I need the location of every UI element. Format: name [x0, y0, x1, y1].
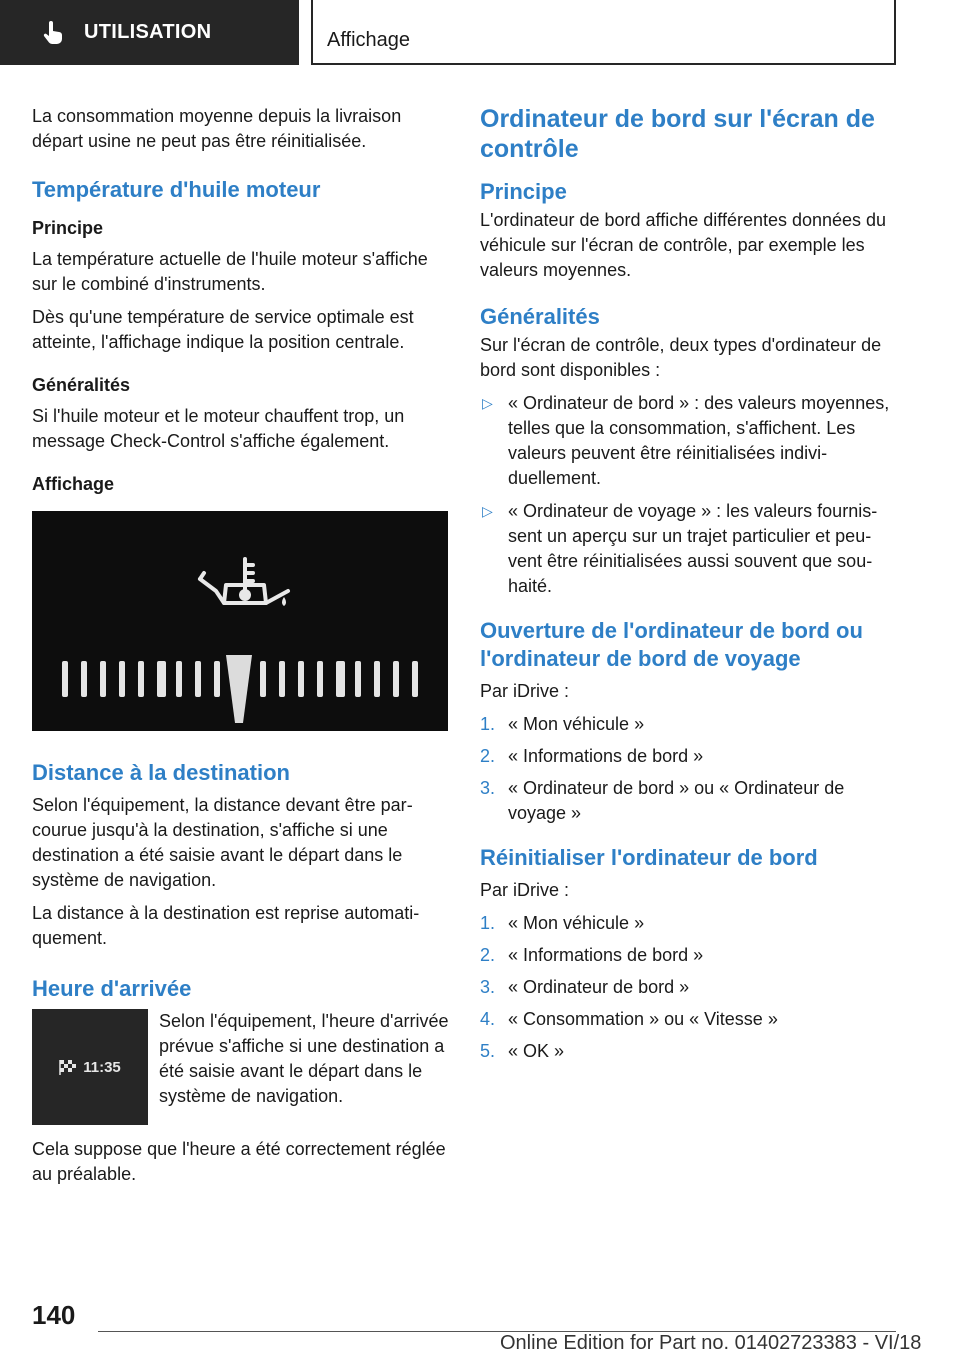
computer-types-list [480, 391, 898, 599]
list-item: 4. « Consommation » ou « Vitesse » [480, 1009, 778, 1029]
gauge-tick [176, 661, 182, 697]
oil-temp-heading: Température d'huile moteur [32, 177, 321, 202]
gauge-tick [138, 661, 144, 697]
list-item: ▷ « Ordinateur de bord » : des valeurs moyennes, telles que la consommation, s'affichent. Les valeurs peuvent être réinitialisées individuellement. [482, 393, 890, 488]
list-item: 2. « Informations de bord » [480, 945, 704, 965]
bullet-triangle-icon: ▷ [482, 503, 493, 519]
list-item: 5. « OK » [480, 1041, 565, 1061]
gauge-tick [355, 661, 361, 697]
open-heading: Ouverture de l'ordinateur de bord ou l'ordinateur de bord de voyage [480, 618, 863, 671]
gauge-tick [214, 661, 220, 697]
oil-temperature-icon [32, 511, 448, 731]
arrival-p1: Selon l'équipement, l'heure d'arrivée prévue s'affiche si une destination a été saisie avant le départ dans le système de navigation. [159, 1011, 449, 1106]
oil-temp-generalites-p: Si l'huile moteur et le moteur chauffent trop, un message Check-Control s'affiche également. [32, 406, 405, 451]
list-item: 2. « Informations de bord » [480, 746, 704, 766]
oil-temp-generalites-heading: Généralités [32, 375, 131, 395]
chapter-header [311, 0, 896, 65]
list-item: ▷ « Ordinateur de voyage » : les valeurs fournissent un aperçu sur un trajet particulier et peuvent être réinitialisées aussi souvent que souhaité. [482, 501, 878, 596]
gauge-tick [279, 661, 285, 697]
gauge-tick [393, 661, 399, 697]
gauge-tick [195, 661, 201, 697]
section-label: UTILISATION [84, 21, 212, 43]
gauge-tick [260, 661, 266, 697]
rc-generalites-p: Sur l'écran de contrôle, deux types d'ordinateur de bord sont disponibles : [480, 335, 882, 380]
list-item: 1. « Mon véhicule » [480, 714, 645, 734]
right-column [480, 104, 898, 1071]
gauge-tick [157, 661, 166, 697]
footer-edition: Online Edition for Part no. 01402723383 - VI/18 [500, 1332, 922, 1354]
oil-temp-principe-p2: Dès qu'une température de service optimale est atteinte, l'affichage indique la position centrale. [32, 307, 414, 352]
gauge-tick [298, 661, 304, 697]
gauge-tick [336, 661, 345, 697]
trip-computer-title: Ordinateur de bord sur l'écran de contrôle [480, 105, 875, 163]
gauge-tick [62, 661, 68, 697]
arrival-heading: Heure d'arrivée [32, 976, 192, 1001]
list-item: 3. « Ordinateur de bord » [480, 977, 690, 997]
gauge-tick [100, 661, 106, 697]
gauge-tick [119, 661, 125, 697]
page-number: 140 [32, 1300, 76, 1330]
gauge-tick [317, 661, 323, 697]
section-tab [0, 0, 299, 65]
reset-steps [480, 911, 898, 1064]
oil-temp-affichage-heading: Affichage [32, 474, 115, 494]
left-column [32, 104, 450, 1195]
arrival-time-image [32, 1009, 148, 1125]
distance-heading: Distance à la destination [32, 760, 290, 785]
arrival-block [32, 1009, 450, 1125]
gauge-tick [374, 661, 380, 697]
oil-temperature-gauge-image [32, 511, 448, 731]
oil-temp-principe-heading: Principe [32, 218, 104, 238]
open-steps [480, 712, 898, 826]
gauge-tick [81, 661, 87, 697]
hand-pointer-icon [40, 20, 66, 46]
list-item: 1. « Mon véhicule » [480, 913, 645, 933]
arrival-time-value: 11:35 [83, 1058, 121, 1076]
chapter-title: Affichage [327, 29, 411, 51]
distance-p1: Selon l'équipement, la distance devant être parcourue jusqu'à la destination, s'affiche si une destination a été saisie avant le départ dans le système de navigation. [32, 795, 413, 890]
distance-p2: La distance à la destination est reprise automatiquement. [32, 903, 420, 948]
open-intro: Par iDrive : [480, 681, 570, 701]
reset-heading: Réinitialiser l'ordinateur de bord [480, 845, 818, 870]
arrival-p2: Cela suppose que l'heure a été correctement réglée au préalable. [32, 1139, 446, 1184]
checkered-flag-icon [59, 1059, 77, 1075]
intro-paragraph: La consommation moyenne depuis la livraison départ usine ne peut pas être réinitialisée. [32, 106, 402, 151]
oil-temp-principe-p1: La température actuelle de l'huile moteur s'affiche sur le combiné d'instruments. [32, 249, 428, 294]
bullet-triangle-icon: ▷ [482, 395, 493, 411]
gauge-tick [412, 661, 418, 697]
reset-intro: Par iDrive : [480, 880, 570, 900]
rc-generalites-heading: Généralités [480, 304, 600, 329]
list-item: 3. « Ordinateur de bord » ou « Ordinateur de voyage » [480, 778, 845, 823]
rc-principe-p: L'ordinateur de bord affiche différentes données du véhicule sur l'écran de contrôle, par exemple les valeurs moyennes. [480, 210, 887, 280]
rc-principe-heading: Principe [480, 179, 567, 204]
